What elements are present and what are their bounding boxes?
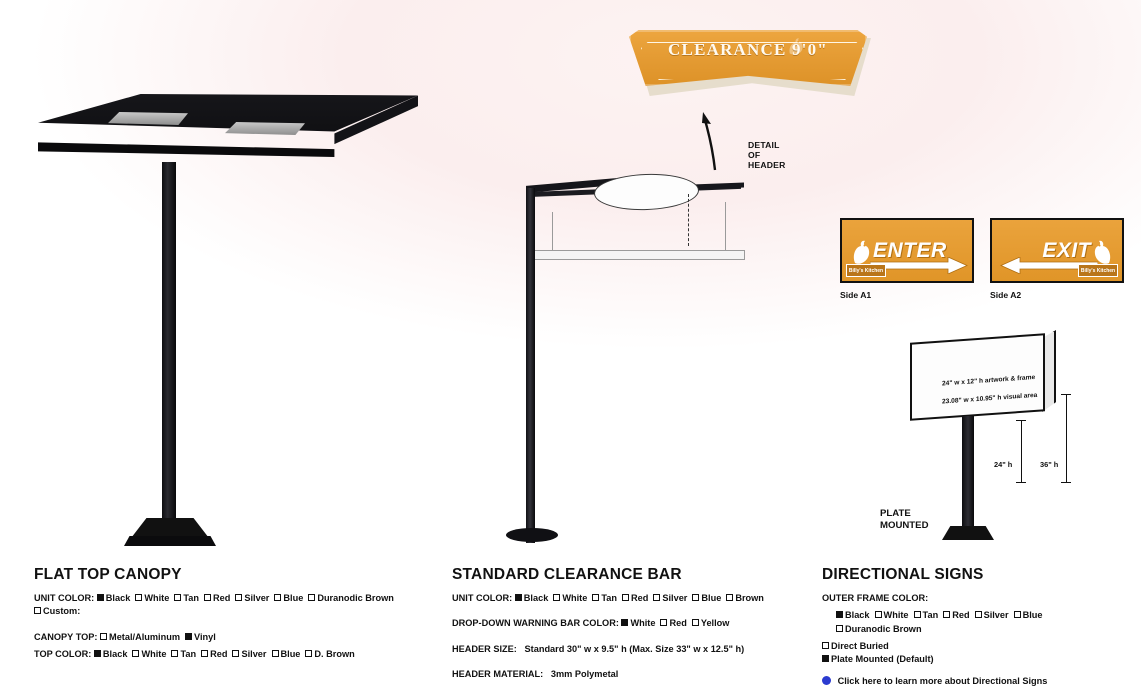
checkbox-option[interactable]: [553, 592, 587, 605]
checkbox-option[interactable]: [975, 609, 1009, 622]
bar-unit-color-options[interactable]: [515, 593, 769, 603]
drop-bar-hanger: [725, 202, 726, 250]
canopy-base-foot: [124, 536, 216, 546]
checkbox-empty-icon: [914, 611, 921, 618]
checkbox-option-label: Blue: [283, 593, 304, 603]
dimension-line-small: [1021, 420, 1022, 482]
header-size-row: [452, 643, 822, 656]
checkbox-option-label: White: [630, 618, 656, 629]
clearance-bar-dash-line: [688, 194, 689, 246]
checkbox-option-label: Custom:: [43, 606, 81, 617]
outer-frame-color-options[interactable]: [822, 609, 1132, 636]
checkbox-option[interactable]: [836, 623, 922, 636]
checkbox-empty-icon: [272, 650, 279, 657]
checkbox-checked-icon: [822, 655, 829, 662]
checkbox-option[interactable]: [132, 648, 166, 661]
exit-sign-badge: Billy's Kitchen: [1078, 264, 1118, 277]
canopy-top-options[interactable]: [100, 632, 221, 642]
mount-options[interactable]: [822, 640, 1132, 667]
checkbox-empty-icon: [822, 642, 829, 649]
checkbox-option-label: Red: [669, 618, 687, 629]
header-material-value: 3mm Polymetal: [550, 669, 619, 680]
checkbox-option[interactable]: [232, 648, 266, 661]
bar-unit-color-label: UNIT COLOR:: [452, 593, 513, 603]
checkbox-option[interactable]: [653, 592, 687, 605]
checkbox-option-label: Red: [631, 593, 649, 603]
checkbox-option-label: Black: [102, 649, 128, 660]
checkbox-empty-icon: [171, 650, 178, 657]
checkbox-option-label: Vinyl: [194, 631, 216, 642]
checkbox-option[interactable]: [272, 648, 301, 661]
checkbox-option-label: Brown: [735, 593, 764, 603]
checkbox-option-label: Plate Mounted (Default): [831, 654, 934, 665]
directional-signs-link-text: Click here to learn more about Directional Signs: [837, 675, 1048, 686]
checkbox-empty-icon: [132, 650, 139, 657]
checkbox-option[interactable]: [135, 592, 169, 605]
dimension-tick: [1016, 420, 1026, 421]
directional-signs-spec-block: [822, 566, 1132, 686]
canopy-top-color-options[interactable]: [94, 649, 360, 659]
outer-frame-color-label: OUTER FRAME COLOR:: [822, 593, 929, 603]
checkbox-checked-icon: [515, 594, 522, 601]
checkbox-option-label: Silver: [662, 593, 688, 603]
checkbox-option-label: Tan: [180, 649, 197, 660]
checkbox-empty-icon: [726, 594, 733, 601]
sign-mounting-plate: [942, 526, 994, 540]
checkbox-checked-icon: [621, 619, 628, 626]
checkbox-option[interactable]: [235, 592, 269, 605]
plate-mounted-label: [880, 508, 929, 532]
checkbox-option-label: Blue: [701, 593, 722, 603]
dimension-label-large: 36" h: [1040, 460, 1059, 469]
checkbox-option-label: Silver: [241, 649, 267, 660]
checkbox-checked-icon: [836, 611, 843, 618]
checkbox-option[interactable]: [171, 648, 196, 661]
canopy-light-fixture: [108, 112, 188, 125]
checkbox-option-label: Tan: [183, 593, 199, 603]
sign-post: [962, 416, 974, 534]
checkbox-option-label: Tan: [601, 593, 617, 603]
checkbox-option-label: Black: [105, 593, 131, 603]
checkbox-empty-icon: [34, 607, 41, 614]
checkbox-option[interactable]: [726, 592, 764, 605]
checkbox-empty-icon: [875, 611, 882, 618]
checkbox-empty-icon: [692, 594, 699, 601]
flat-top-canopy-spec-block: [34, 566, 434, 665]
checkbox-option[interactable]: [822, 640, 1127, 653]
canopy-top-color-label: TOP COLOR:: [34, 649, 92, 660]
checkbox-option-label: Black: [845, 610, 870, 621]
checkbox-checked-icon: [185, 633, 192, 640]
checkbox-empty-icon: [201, 650, 208, 657]
plate-mounted-line2: MOUNTED: [880, 519, 929, 531]
flat-top-canopy-illustration: [20, 80, 440, 560]
checkbox-option[interactable]: [621, 617, 655, 630]
canopy-column: [162, 162, 176, 532]
detail-callout-arrow-icon: [702, 112, 728, 172]
warning-bar-color-row: [452, 617, 822, 630]
checkbox-empty-icon: [308, 594, 315, 601]
checkbox-empty-icon: [553, 594, 560, 601]
checkbox-option-label: Blue: [1022, 610, 1043, 621]
checkbox-checked-icon: [97, 594, 104, 601]
warning-bar-color-options[interactable]: [621, 618, 734, 628]
checkbox-empty-icon: [836, 625, 843, 632]
checkbox-option-label: Blue: [280, 649, 301, 660]
checkbox-empty-icon: [305, 650, 312, 657]
checkbox-empty-icon: [975, 611, 982, 618]
drop-bar-hanger: [552, 212, 553, 250]
header-detail-graphic: [625, 26, 880, 106]
directional-signs-title: DIRECTIONAL SIGNS: [822, 566, 984, 583]
clearance-bar-post: [526, 188, 535, 543]
standard-clearance-bar-illustration: [470, 140, 786, 560]
checkbox-option-label: Duranodic Brown: [317, 593, 394, 603]
checkbox-option[interactable]: [34, 605, 80, 618]
checkbox-empty-icon: [135, 594, 142, 601]
clearance-header-text: CLEARANCE 9'0": [668, 40, 828, 59]
checkbox-option-label: Red: [210, 649, 228, 660]
checkbox-option[interactable]: [100, 631, 180, 644]
canopy-top-label: CANOPY TOP:: [34, 631, 98, 642]
checkbox-empty-icon: [100, 633, 107, 640]
checkbox-option[interactable]: [97, 592, 131, 605]
checkbox-option[interactable]: [592, 592, 617, 605]
canopy-top-color-row: [34, 648, 434, 661]
checkbox-empty-icon: [653, 594, 660, 601]
header-material-row: [452, 668, 822, 681]
outer-frame-color-label-row: [822, 592, 1132, 605]
enter-sign-word: ENTER: [873, 238, 947, 262]
plate-mounted-line1: PLATE: [880, 508, 911, 519]
dimension-tick: [1061, 394, 1071, 395]
dimension-line-large: [1066, 394, 1067, 482]
enter-sign-badge: Billy's Kitchen: [846, 264, 886, 277]
canopy-unit-color-label: UNIT COLOR:: [34, 593, 95, 603]
sign-face-panel: [910, 333, 1045, 420]
checkbox-option[interactable]: [1014, 609, 1043, 622]
checkbox-option[interactable]: [622, 592, 648, 605]
checkbox-empty-icon: [692, 619, 699, 626]
checkbox-option-label: Tan: [922, 610, 939, 621]
canopy-top-row: [34, 631, 434, 644]
checkbox-option[interactable]: [875, 609, 909, 622]
flat-top-canopy-title: FLAT TOP CANOPY: [34, 566, 182, 583]
checkbox-empty-icon: [592, 594, 599, 601]
directional-signs-link[interactable]: [822, 675, 1132, 686]
checkbox-option-label: White: [562, 593, 588, 603]
checkbox-option[interactable]: [201, 648, 227, 661]
checkbox-option-label: D. Brown: [314, 649, 355, 660]
checkbox-empty-icon: [174, 594, 181, 601]
checkbox-option[interactable]: [660, 617, 686, 630]
checkbox-option[interactable]: [174, 592, 199, 605]
checkbox-empty-icon: [274, 594, 281, 601]
checkbox-option[interactable]: [836, 609, 870, 622]
artwork-dimension-note: 24" w x 12" h artwork & frame: [942, 373, 1036, 388]
checkbox-empty-icon: [660, 619, 667, 626]
checkbox-option-label: Black: [523, 593, 549, 603]
checkbox-option-label: Red: [952, 610, 970, 621]
dimension-tick: [1061, 482, 1071, 483]
checkbox-checked-icon: [94, 650, 101, 657]
checkbox-option[interactable]: [94, 648, 128, 661]
checkbox-option[interactable]: [305, 648, 354, 661]
header-size-label: HEADER SIZE:: [452, 643, 517, 654]
checkbox-empty-icon: [622, 594, 629, 601]
visual-area-dimension-note: 23.08" w x 10.95" h visual area: [942, 391, 1038, 406]
dimension-label-small: 24" h: [994, 460, 1013, 469]
checkbox-option[interactable]: [692, 617, 730, 630]
checkbox-option-label: Red: [213, 593, 231, 603]
exit-sign: [990, 218, 1124, 283]
checkbox-empty-icon: [204, 594, 211, 601]
checkbox-option[interactable]: [822, 653, 1127, 666]
exit-sign-caption: Side A2: [990, 290, 1022, 300]
bar-unit-color-row: [452, 592, 822, 605]
clearance-bar-title: STANDARD CLEARANCE BAR: [452, 566, 682, 583]
enter-sign-caption: Side A1: [840, 290, 872, 300]
checkbox-option[interactable]: [914, 609, 939, 622]
checkbox-empty-icon: [232, 650, 239, 657]
checkbox-option-label: White: [883, 610, 909, 621]
clearance-bar-base: [506, 528, 558, 542]
canopy-light-fixture: [225, 122, 305, 135]
checkbox-option[interactable]: [274, 592, 303, 605]
checkbox-option-label: Direct Buried: [831, 641, 889, 652]
checkbox-option-label: Duranodic Brown: [845, 623, 922, 634]
exit-sign-word: EXIT: [1042, 238, 1091, 262]
checkbox-empty-icon: [943, 611, 950, 618]
checkbox-empty-icon: [235, 594, 242, 601]
dimension-tick: [1016, 482, 1026, 483]
drop-down-warning-bar: [530, 250, 745, 260]
enter-sign: [840, 218, 974, 283]
checkbox-option-label: White: [141, 649, 167, 660]
directional-sign-structure-illustration: [880, 320, 1120, 570]
checkbox-option-label: Yellow: [700, 618, 730, 629]
checkbox-empty-icon: [1014, 611, 1021, 618]
checkbox-option[interactable]: [515, 592, 549, 605]
header-material-label: HEADER MATERIAL:: [452, 669, 544, 680]
detail-of-header-label: DETAIL OF HEADER: [748, 140, 786, 170]
link-bullet-icon: [822, 676, 831, 685]
warning-bar-color-label: DROP-DOWN WARNING BAR COLOR:: [452, 618, 619, 629]
checkbox-option[interactable]: [204, 592, 230, 605]
checkbox-option[interactable]: [692, 592, 721, 605]
clearance-bar-spec-block: [452, 566, 822, 685]
header-size-value: Standard 30" w x 9.5" h (Max. Size 33" w x 12.5" h): [524, 643, 745, 654]
checkbox-option-label: Metal/Aluminum: [109, 631, 180, 642]
checkbox-option-label: White: [144, 593, 170, 603]
checkbox-option[interactable]: [185, 631, 216, 644]
checkbox-option[interactable]: [308, 592, 394, 605]
checkbox-option-label: Silver: [983, 610, 1009, 621]
checkbox-option-label: Silver: [244, 593, 270, 603]
canopy-unit-color-row: [34, 592, 434, 619]
enter-exit-signs-group: [840, 218, 1130, 308]
checkbox-option[interactable]: [943, 609, 969, 622]
